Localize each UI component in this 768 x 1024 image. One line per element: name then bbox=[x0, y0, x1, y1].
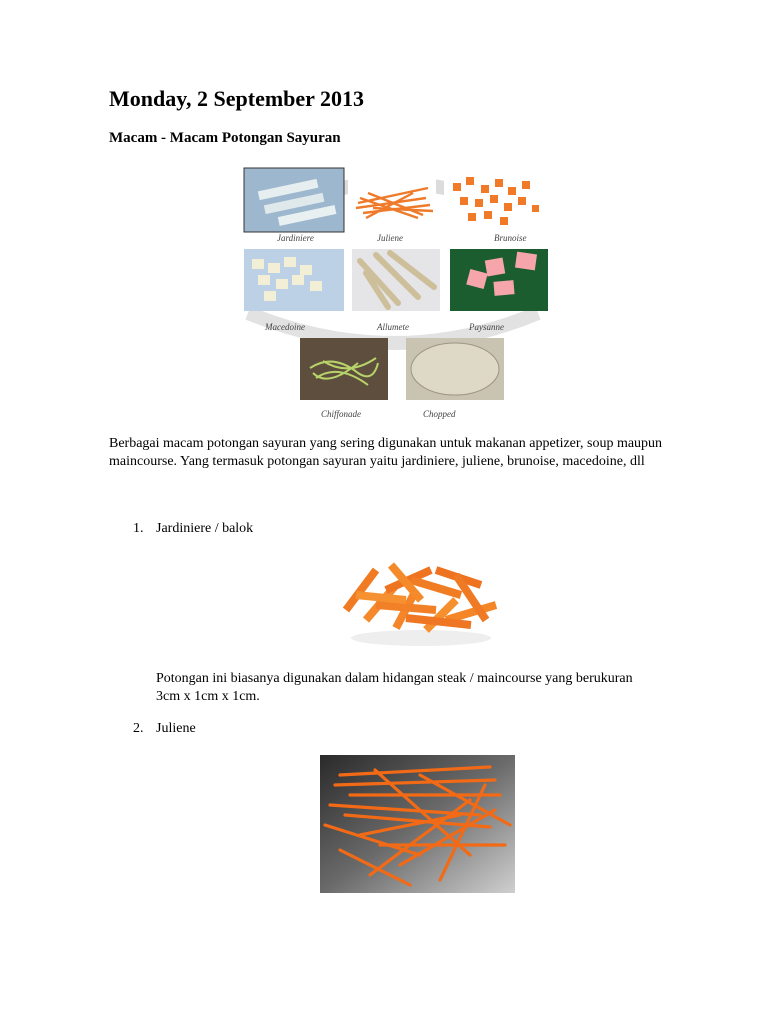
post-date: Monday, 2 September 2013 bbox=[109, 86, 365, 111]
intro-paragraph: Berbagai macam potongan sayuran yang sering digunakan untuk makanan appetizer, soup maupun maincourse. Yang termasuk potongan sayuran yaitu jardiniere, juliene, brunoise, macedoine, dll bbox=[109, 436, 663, 469]
brunoise-thumb bbox=[444, 168, 544, 232]
macedoine-thumb bbox=[244, 249, 344, 311]
vegetable-cuts-collage bbox=[238, 163, 550, 420]
caption-paysanne: Paysanne bbox=[469, 322, 504, 332]
list-item-juliene bbox=[133, 720, 196, 738]
jardiniere-description: Potongan ini biasanya digunakan dalam hidangan steak / maincourse yang berukuran 3cm x 1cm x 1cm. bbox=[156, 671, 633, 704]
post-title[interactable]: Macam - Macam Potongan Sayuran bbox=[109, 130, 341, 146]
caption-chopped: Chopped bbox=[423, 409, 456, 419]
caption-macedoine: Macedoine bbox=[265, 322, 305, 332]
allumete-thumb bbox=[352, 249, 440, 311]
chopped-thumb bbox=[406, 338, 504, 400]
paysanne-thumb bbox=[450, 249, 548, 311]
caption-chiffonade: Chiffonade bbox=[321, 409, 361, 419]
list-item-jardiniere bbox=[133, 520, 253, 538]
list-item-number: 1. bbox=[133, 521, 144, 536]
list-item-label: Juliene bbox=[156, 721, 196, 736]
caption-brunoise: Brunoise bbox=[494, 233, 527, 243]
list-item-number: 2. bbox=[133, 721, 144, 736]
caption-jardiniere: Jardiniere bbox=[277, 233, 314, 243]
caption-juliene: Juliene bbox=[377, 233, 403, 243]
chiffonade-thumb bbox=[300, 338, 388, 400]
juliene-thumb bbox=[348, 168, 436, 232]
jardiniere-thumb bbox=[244, 168, 344, 232]
list-item-label: Jardiniere / balok bbox=[156, 521, 254, 536]
juliene-carrot-photo bbox=[320, 755, 515, 893]
jardiniere-carrot-photo bbox=[336, 550, 506, 650]
caption-allumete: Allumete bbox=[377, 322, 409, 332]
